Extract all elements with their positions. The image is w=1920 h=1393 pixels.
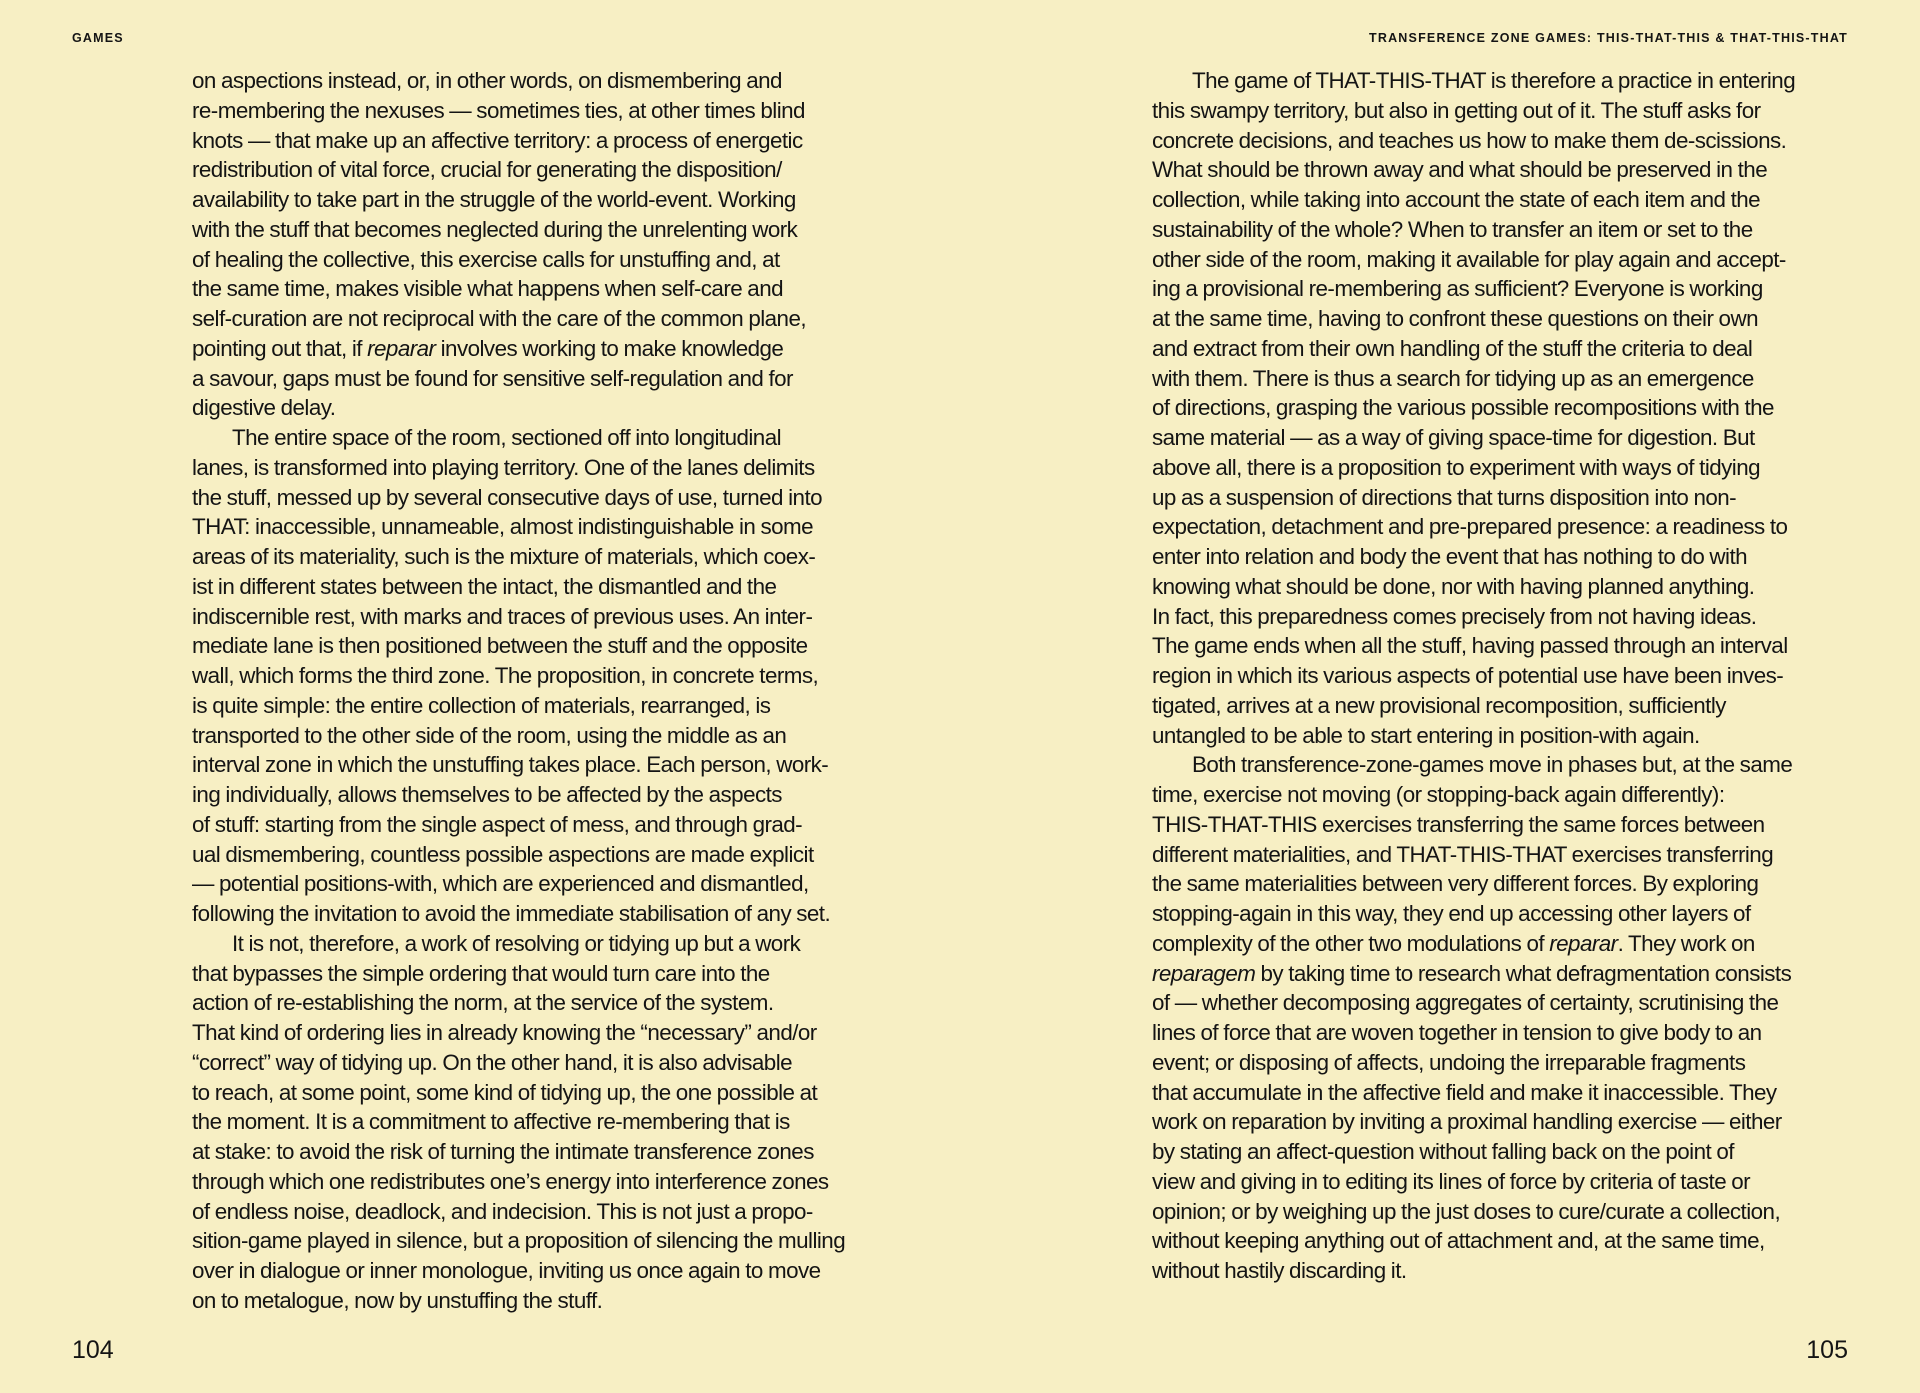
text-line: this swampy territory, but also in getting out of it. The stuff asks for xyxy=(1152,97,1761,123)
text-line: Both transference-zone-games move in phases but, at the same xyxy=(1192,752,1793,778)
text-line: stopping-again in this way, they end up accessing other layers of xyxy=(1152,901,1751,926)
text-line: the moment. It is a commitment to affective re-membering that is xyxy=(192,1109,790,1135)
text-line: that accumulate in the affective field and make it inaccessible. They xyxy=(1152,1079,1777,1105)
text-line: indiscernible rest, with marks and traces of previous uses. An inter- xyxy=(192,603,813,629)
text-run: by taking time to research what defragmentation consists xyxy=(1255,960,1792,986)
text-line: the same materialities between very different forces. By exploring xyxy=(1152,871,1759,897)
text-line: THIS-THAT-THIS exercises transferring the same forces between xyxy=(1152,811,1765,837)
text-line: of healing the collective, this exercise calls for unstuffing and, at xyxy=(192,246,780,272)
text-line: of — whether decomposing aggregates of certainty, scrutinising the xyxy=(1152,990,1779,1016)
text-line: tigated, arrives at a new provisional recomposition, sufficiently xyxy=(1152,692,1726,718)
text-line: THAT: inaccessible, unnameable, almost indistinguishable in some xyxy=(192,514,813,540)
running-head-right: TRANSFERENCE ZONE GAMES: THIS-THAT-THIS & THAT-THIS-THAT xyxy=(1369,31,1848,45)
text-line: on to metalogue, now by unstuffing the stuff. xyxy=(192,1287,603,1313)
text-line xyxy=(1152,959,1866,989)
text-line: up as a suspension of directions that turns disposition into non- xyxy=(1152,484,1737,510)
text-line: areas of its materiality, such is the mixture of materials, which coex- xyxy=(192,544,816,569)
text-line: other side of the room, making it available for play again and accept- xyxy=(1152,246,1786,272)
text-run: involves working to make knowledge xyxy=(435,335,784,361)
italic-term: reparar xyxy=(367,335,436,361)
italic-term: reparagem xyxy=(1152,960,1256,986)
text-line: with the stuff that becomes neglected during the unrelenting work xyxy=(192,216,798,242)
text-line: digestive delay. xyxy=(192,395,336,421)
text-line: collection, while taking into account the state of each item and the xyxy=(1152,187,1761,212)
text-line: sition-game played in silence, but a proposition of silencing the mulling xyxy=(192,1228,846,1254)
text-line: without keeping anything out of attachment and, at the same time, xyxy=(1152,1228,1765,1254)
text-line: a savour, gaps must be found for sensitive self-regulation and for xyxy=(192,365,793,391)
text-line: by stating an affect-question without falling back on the point of xyxy=(1152,1139,1734,1164)
text-line: What should be thrown away and what should be preserved in the xyxy=(1152,157,1768,183)
text-line: knots — that make up an affective territory: a process of energetic xyxy=(192,127,803,153)
text-line xyxy=(1152,929,1866,959)
text-line: same material — as a way of giving space-time for digestion. But xyxy=(1152,425,1755,450)
text-line: ist in different states between the intact, the dismantled and the xyxy=(192,573,777,599)
text-line: In fact, this preparedness comes precisely from not having ideas. xyxy=(1152,603,1757,629)
text-line: work on reparation by inviting a proximal handling exercise — either xyxy=(1152,1109,1782,1135)
text-line: mediate lane is then positioned between the stuff and the opposite xyxy=(192,633,808,659)
text-line xyxy=(192,334,892,364)
text-line: self-curation are not reciprocal with the care of the common plane, xyxy=(192,306,807,331)
text-line: following the invitation to avoid the immediate stabilisation of any set. xyxy=(192,901,831,926)
right-page-body-text xyxy=(1152,66,1866,1286)
text-line: availability to take part in the struggle of the world-event. Working xyxy=(192,187,796,212)
text-line: lanes, is transformed into playing territory. One of the lanes delimits xyxy=(192,454,815,480)
text-line: concrete decisions, and teaches us how to make them de-scissions. xyxy=(1152,127,1787,153)
text-line: sustainability of the whole? When to transfer an item or set to the xyxy=(1152,216,1753,242)
text-line: that bypasses the simple ordering that would turn care into the xyxy=(192,960,770,986)
text-line: at the same time, having to confront these questions on their own xyxy=(1152,306,1758,331)
text-line: untangled to be able to start entering in position-with again. xyxy=(1152,722,1700,748)
text-line: through which one redistributes one’s energy into interference zones xyxy=(192,1168,829,1194)
text-line: on aspections instead, or, in other words, on dismembering and xyxy=(192,68,782,93)
text-line: knowing what should be done, nor with having planned anything. xyxy=(1152,573,1755,599)
text-run: complexity of the other two modulations of xyxy=(1152,930,1550,956)
text-line: event; or disposing of affects, undoing the irreparable fragments xyxy=(1152,1049,1746,1075)
text-line: opinion; or by weighing up the just doses to cure/curate a collection, xyxy=(1152,1198,1781,1224)
text-line: with them. There is thus a search for tidying up as an emergence xyxy=(1152,365,1754,391)
page-number-right: 105 xyxy=(1806,1336,1848,1364)
text-run: . They work on xyxy=(1617,930,1755,956)
text-line: different materialities, and THAT-THIS-THAT exercises transferring xyxy=(1152,841,1774,867)
text-line: to reach, at some point, some kind of tidying up, the one possible at xyxy=(192,1079,818,1105)
text-line: region in which its various aspects of potential use have been inves- xyxy=(1152,663,1784,688)
text-line: time, exercise not moving (or stopping-back again differently): xyxy=(1152,782,1725,807)
text-line: lines of force that are woven together in tension to give body to an xyxy=(1152,1020,1762,1045)
text-line: of directions, grasping the various possible recompositions with the xyxy=(1152,395,1774,421)
text-line: It is not, therefore, a work of resolving or tidying up but a work xyxy=(232,930,801,956)
text-line: That kind of ordering lies in already knowing the “necessary” and/or xyxy=(192,1020,817,1045)
text-line: redistribution of vital force, crucial for generating the disposition/ xyxy=(192,157,782,183)
italic-term: reparar xyxy=(1549,930,1618,956)
text-line: expectation, detachment and pre-prepared presence: a readiness to xyxy=(1152,514,1788,540)
running-head-left: GAMES xyxy=(72,31,124,45)
text-line: view and giving in to editing its lines of force by criteria of taste or xyxy=(1152,1168,1751,1194)
text-line: ing individually, allows themselves to be affected by the aspects xyxy=(192,782,782,807)
text-line: “correct” way of tidying up. On the other hand, it is also advisable xyxy=(192,1049,793,1075)
text-line: action of re-establishing the norm, at the service of the system. xyxy=(192,990,774,1016)
text-line: — potential positions-with, which are experienced and dismantled, xyxy=(192,871,809,897)
text-line: without hastily discarding it. xyxy=(1152,1258,1407,1283)
text-line: re-membering the nexuses — sometimes ties, at other times blind xyxy=(192,97,805,123)
text-line: The game ends when all the stuff, having passed through an interval xyxy=(1152,633,1788,659)
right-page xyxy=(960,0,1920,1393)
text-line: above all, there is a proposition to experiment with ways of tidying xyxy=(1152,454,1761,480)
text-line: of stuff: starting from the single aspect of mess, and through grad- xyxy=(192,811,803,837)
text-line: transported to the other side of the room, using the middle as an xyxy=(192,722,787,748)
left-page-body-text xyxy=(192,66,892,1316)
text-line: enter into relation and body the event that has nothing to do with xyxy=(1152,544,1748,569)
page-number-left: 104 xyxy=(72,1336,114,1364)
text-line: wall, which forms the third zone. The proposition, in concrete terms, xyxy=(192,663,819,688)
text-line: ing a provisional re-membering as sufficient? Everyone is working xyxy=(1152,276,1763,302)
text-line: is quite simple: the entire collection of materials, rearranged, is xyxy=(192,692,771,718)
text-line: and extract from their own handling of the stuff the criteria to deal xyxy=(1152,335,1753,361)
text-run: pointing out that, if xyxy=(192,335,368,361)
text-line: the stuff, messed up by several consecutive days of use, turned into xyxy=(192,484,823,510)
text-line: of endless noise, deadlock, and indecision. This is not just a propo- xyxy=(192,1198,813,1224)
text-line: interval zone in which the unstuffing takes place. Each person, work- xyxy=(192,752,829,778)
text-line: The game of THAT-THIS-THAT is therefore a practice in entering xyxy=(1192,68,1796,93)
text-line: over in dialogue or inner monologue, inviting us once again to move xyxy=(192,1258,821,1283)
text-line: at stake: to avoid the risk of turning the intimate transference zones xyxy=(192,1139,814,1164)
text-line: The entire space of the room, sectioned off into longitudinal xyxy=(232,425,782,450)
text-line: ual dismembering, countless possible aspections are made explicit xyxy=(192,841,814,867)
text-line: the same time, makes visible what happens when self-care and xyxy=(192,276,784,302)
